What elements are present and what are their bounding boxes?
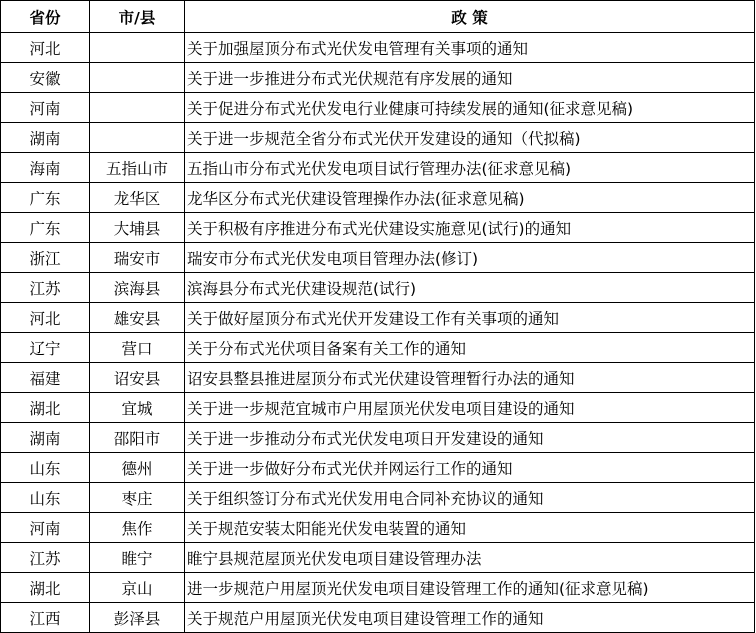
- province-cell: 河南: [1, 93, 90, 123]
- policy-cell: 关于促进分布式光伏发电行业健康可持续发展的通知(征求意见稿): [185, 93, 755, 123]
- header-city: 市/县: [90, 1, 185, 33]
- policy-cell: 诏安县整县推进屋顶分布式光伏建设管理暂行办法的通知: [185, 363, 755, 393]
- table-row: [1, 183, 755, 213]
- table-row: [1, 573, 755, 603]
- city-cell: 邵阳市: [90, 423, 185, 453]
- policy-cell: 关于组织签订分布式光伏发用电合同补充协议的通知: [185, 483, 755, 513]
- city-cell: 睢宁: [90, 543, 185, 573]
- province-cell: 江苏: [1, 543, 90, 573]
- table-row: [1, 543, 755, 573]
- city-cell: 五指山市: [90, 153, 185, 183]
- city-cell: [90, 33, 185, 63]
- province-cell: 江苏: [1, 273, 90, 303]
- policy-cell: 关于做好屋顶分布式光伏开发建设工作有关事项的通知: [185, 303, 755, 333]
- city-cell: [90, 123, 185, 153]
- city-cell: 诏安县: [90, 363, 185, 393]
- province-cell: 湖北: [1, 393, 90, 423]
- policy-cell: 关于进一步推动分布式光伏发电项日开发建设的通知: [185, 423, 755, 453]
- policy-cell: 关于进一步做好分布式光伏并网运行工作的通知: [185, 453, 755, 483]
- table-row: [1, 333, 755, 363]
- city-cell: 滨海县: [90, 273, 185, 303]
- policy-cell: 关于分布式光伏项目备案有关工作的通知: [185, 333, 755, 363]
- province-cell: 安徽: [1, 63, 90, 93]
- province-cell: 河北: [1, 33, 90, 63]
- province-cell: 江西: [1, 603, 90, 633]
- table-row: [1, 363, 755, 393]
- province-cell: 辽宁: [1, 333, 90, 363]
- table-row: [1, 123, 755, 153]
- province-cell: 福建: [1, 363, 90, 393]
- policy-cell: 关于进一步推进分布式光伏规范有序发展的通知: [185, 63, 755, 93]
- province-cell: 浙江: [1, 243, 90, 273]
- province-cell: 广东: [1, 213, 90, 243]
- province-cell: 海南: [1, 153, 90, 183]
- city-cell: 瑞安市: [90, 243, 185, 273]
- table-row: [1, 273, 755, 303]
- policy-cell: 进一步规范户用屋顶光伏发电项目建设管理工作的通知(征求意见稿): [185, 573, 755, 603]
- city-cell: [90, 63, 185, 93]
- policy-cell: 滨海县分布式光伏建设规范(试行): [185, 273, 755, 303]
- city-cell: 营口: [90, 333, 185, 363]
- policy-cell: 关于进一步规范全省分布式光伏开发建设的通知（代拟稿): [185, 123, 755, 153]
- province-cell: 山东: [1, 453, 90, 483]
- city-cell: 龙华区: [90, 183, 185, 213]
- policy-cell: 关于规范安装太阳能光伏发电装置的通知: [185, 513, 755, 543]
- province-cell: 湖北: [1, 573, 90, 603]
- city-cell: 德州: [90, 453, 185, 483]
- city-cell: 宜城: [90, 393, 185, 423]
- header-row: [1, 1, 755, 33]
- city-cell: 焦作: [90, 513, 185, 543]
- province-cell: 河北: [1, 303, 90, 333]
- table-row: [1, 63, 755, 93]
- province-cell: 湖南: [1, 123, 90, 153]
- city-cell: 枣庄: [90, 483, 185, 513]
- table-row: [1, 453, 755, 483]
- province-cell: 河南: [1, 513, 90, 543]
- city-cell: 彭泽县: [90, 603, 185, 633]
- table-row: [1, 303, 755, 333]
- policy-cell: 关于加强屋顶分布式光伏发电管理有关事项的通知: [185, 33, 755, 63]
- table-row: [1, 93, 755, 123]
- city-cell: 大埔县: [90, 213, 185, 243]
- policy-cell: 龙华区分布式光伏建设管理操作办法(征求意见稿): [185, 183, 755, 213]
- header-policy: 政 策: [185, 1, 755, 33]
- table-row: [1, 213, 755, 243]
- policy-cell: 关于规范户用屋顶光伏发电项目建设管理工作的通知: [185, 603, 755, 633]
- table-row: [1, 513, 755, 543]
- province-cell: 湖南: [1, 423, 90, 453]
- header-province: 省份: [1, 1, 90, 33]
- table-row: [1, 423, 755, 453]
- city-cell: 京山: [90, 573, 185, 603]
- table-row: [1, 483, 755, 513]
- policy-cell: 关于积极有序推进分布式光伏建设实施意见(试行)的通知: [185, 213, 755, 243]
- table-row: [1, 603, 755, 633]
- city-cell: [90, 93, 185, 123]
- policy-cell: 五指山市分布式光伏发电项目试行管理办法(征求意见稿): [185, 153, 755, 183]
- policy-cell: 瑞安市分布式光伏发电项目管理办法(修订): [185, 243, 755, 273]
- city-cell: 雄安县: [90, 303, 185, 333]
- table-body: [1, 33, 755, 633]
- table-row: [1, 33, 755, 63]
- policy-cell: 关于进一步规范宜城市户用屋顶光伏发电项目建设的通知: [185, 393, 755, 423]
- table-row: [1, 393, 755, 423]
- table-row: [1, 153, 755, 183]
- province-cell: 山东: [1, 483, 90, 513]
- table-row: [1, 243, 755, 273]
- policy-cell: 睢宁县规范屋顶光伏发电项目建设管理办法: [185, 543, 755, 573]
- province-cell: 广东: [1, 183, 90, 213]
